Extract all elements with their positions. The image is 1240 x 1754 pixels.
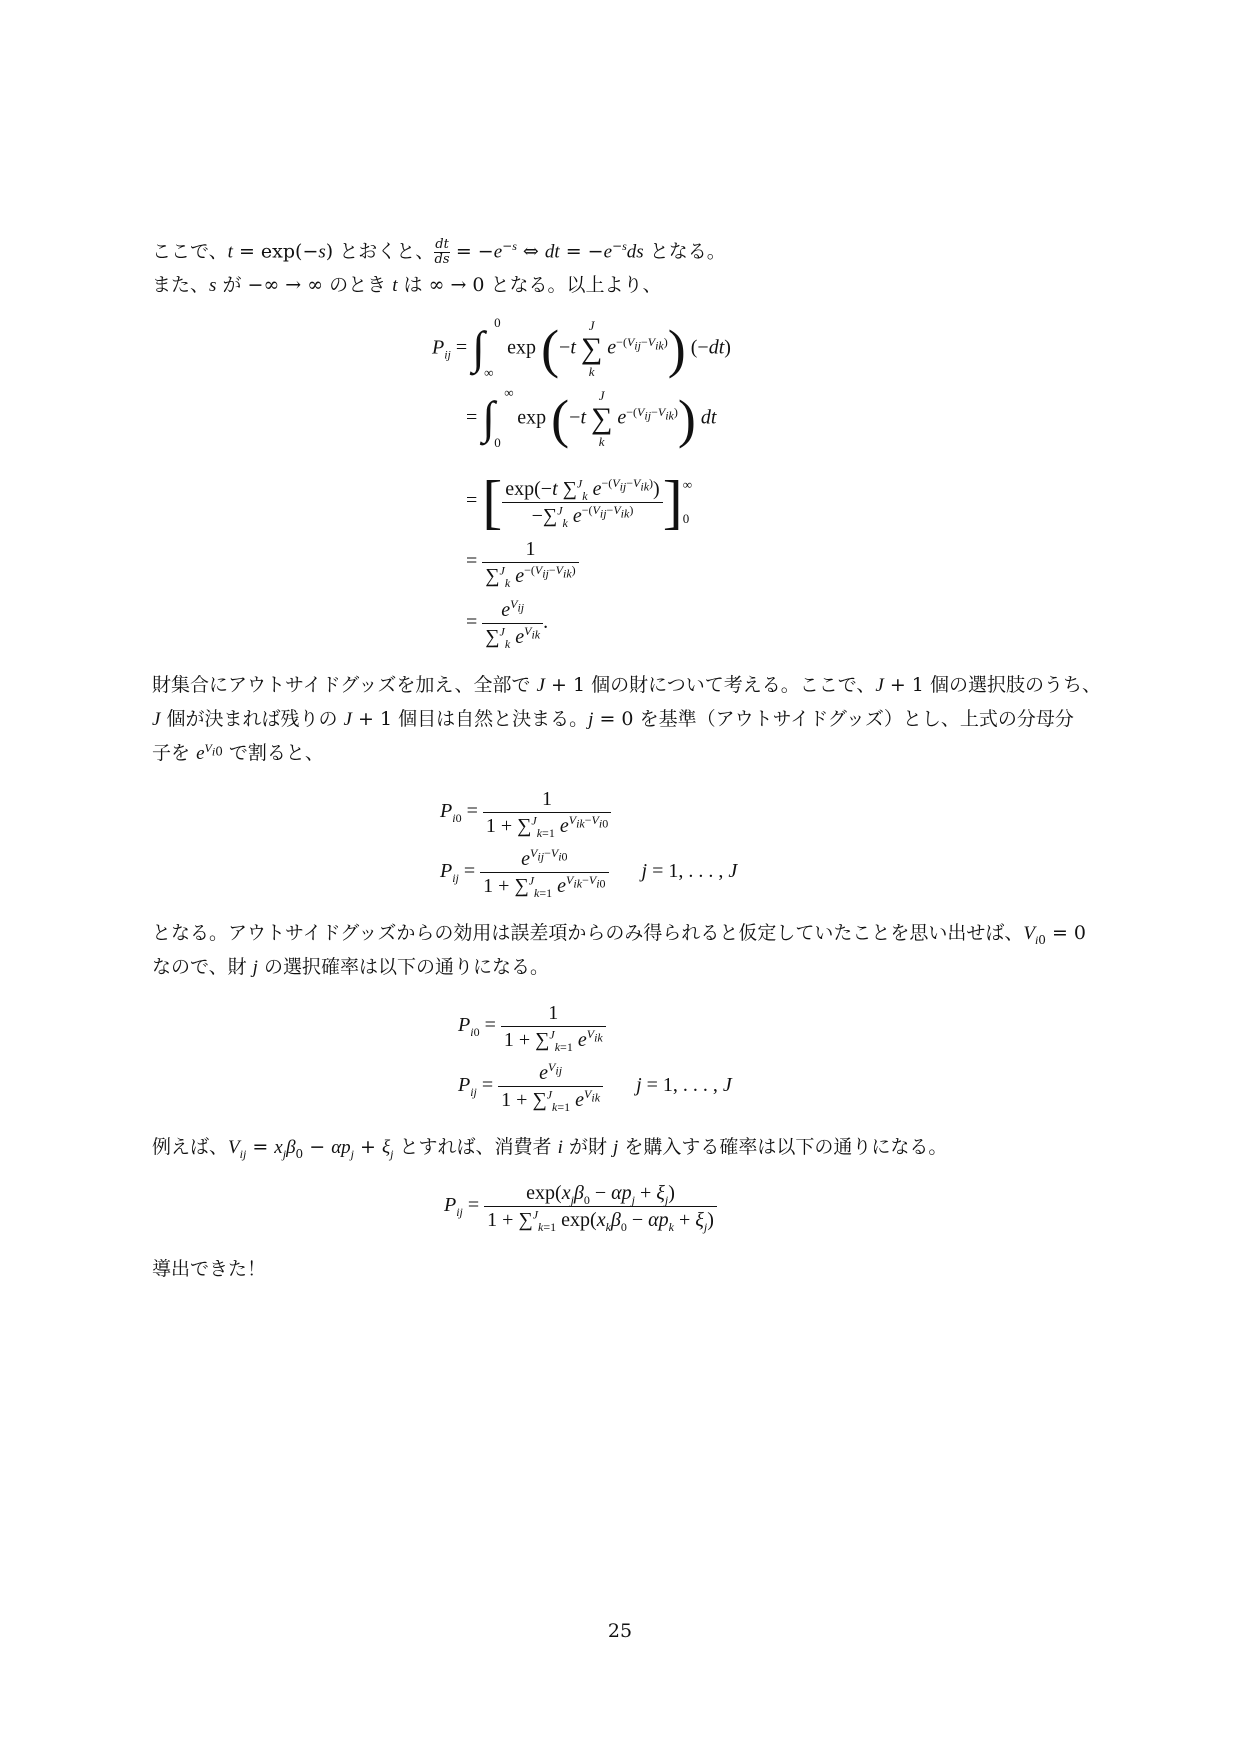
text-line-8: 例えば、$V_{ij} = x_j\beta_0 - \alpha p_j + \xi_j$ とすれば、消費者 i が財 j を購入する確率は以下の通りになる。 [152,1136,948,1161]
page-number: 25 [607,1620,633,1642]
text-line-1: ここで、t = exp(−s) とおくと、 $\frac{dt}{ds}$ = $-e^{-s}$ ⇔ dt = $-e^{-s}ds$ となる。 [152,237,726,267]
equation-pij-logit: $P_{ij}$ = $\frac{\exp(x_j\beta_0 - \alpha p_j + \xi_j)}{1 + \sum^J_{k=1} \exp(x_k\beta_0 - \alpha p_k + \xi_j)}$ [444,1180,717,1233]
text-line-6: となる。アウトサイドグッズからの効用は誤差項からのみ得られると仮定していたことを思い出せば、$V_{i0} = 0$ [152,922,1087,947]
text-line-5: 子を $e^{V_{i0}}$ で割ると、 [152,740,324,764]
text-line-3: 財集合にアウトサイドグッズを加え、全部で J + 1 個の財について考える。ここで、J + 1 個の選択肢のうち、 [152,674,1101,696]
equation-derivation-step-1: $P_{ij}$ = ∫ 0 ∞ exp (−t J ∑ k $e^{-(V_{ij}-V_{ik})}$) (−dt) [432,315,731,380]
equation-derivation-step-5: = $\frac{e^{V_{ij}}}{\sum^J_k e^{V_{ik}}}$ . [466,597,549,651]
equation-derivation-step-3: = [ $\frac{\exp(-t \sum^J_k e^{-(V_{ij}-V_{ik})})}{-\sum^J_k e^{-(V_{ij}-V_{ik})}}$ ] ∞ 0 [466,469,692,535]
equation-pij-first: $P_{ij}$ = $\frac{e^{V_{ij}-V_{i0}}}{1 + \sum^J_{k=1} e^{V_{ik}-V_{i0}}}$ j = 1, . . . , J [440,846,738,900]
text-line-7: なので、財 j の選択確率は以下の通りになる。 [152,956,550,978]
equation-derivation-step-4: = $\frac{1}{\sum^J_k e^{-(V_{ij}-V_{ik})}}$ [466,536,579,589]
closing-line: 導出できた！ [152,1258,267,1280]
equation-pi0-second: $P_{i0}$ = $\frac{1}{1 + \sum^J_{k=1} e^{V_{ik}}}$ [458,1000,606,1053]
equation-pij-second: $P_{ij}$ = $\frac{e^{V_{ij}}}{1 + \sum^J_{k=1} e^{V_{ik}}}$ j = 1, . . . , J [458,1060,732,1114]
equation-pi0-first: $P_{i0}$ = $\frac{1}{1 + \sum^J_{k=1} e^{V_{ik}-V_{i0}}}$ [440,786,611,839]
equation-derivation-step-2: = ∫ ∞ 0 exp (−t J ∑ k $e^{-(V_{ij}-V_{ik})}$) dt [466,385,717,450]
text-line-4: J 個が決まれば残りの J + 1 個目は自然と決まる。j = 0 を基準（アウトサイドグッズ）とし、上式の分母分 [152,708,1074,730]
text-line-2: また、s が −∞ → ∞ のとき t は ∞ → 0 となる。以上より、 [152,274,662,296]
